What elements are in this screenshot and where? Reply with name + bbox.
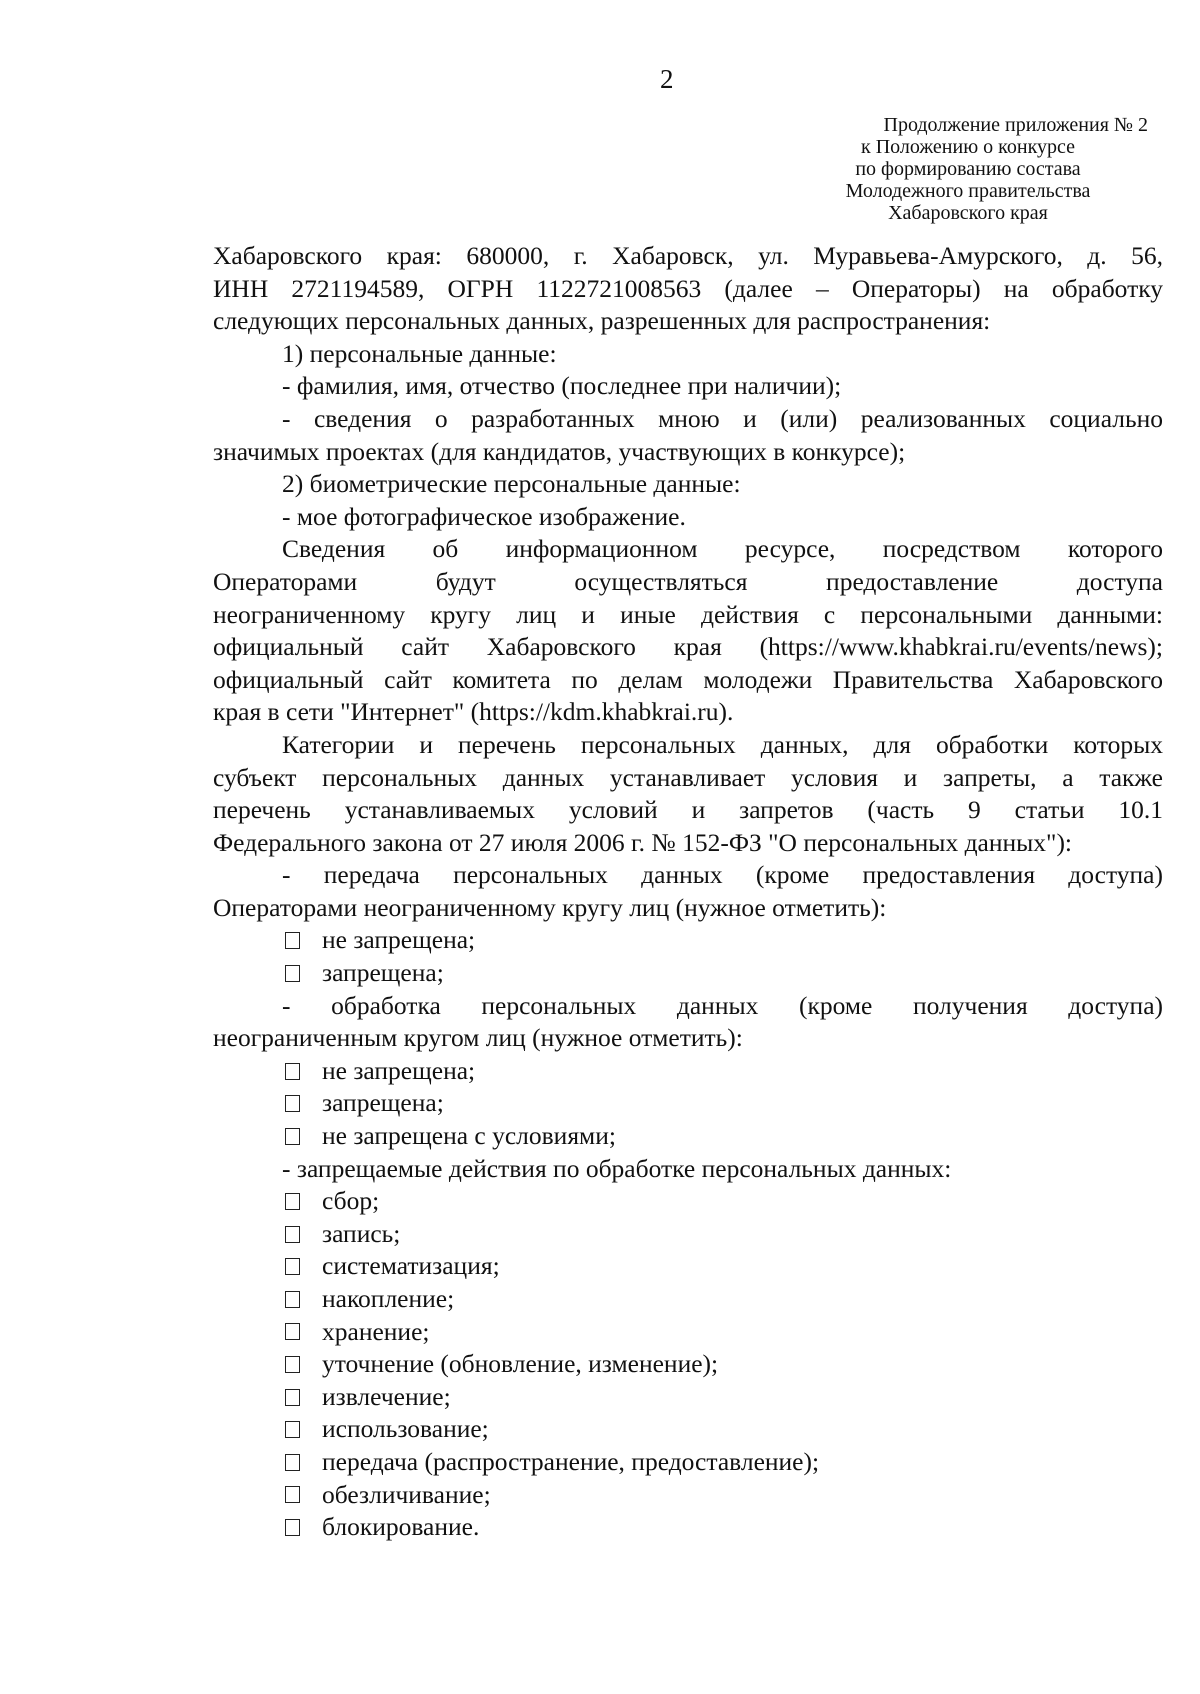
text-line: края в сети "Интернет" (https://kdm.khabkrai.ru). <box>213 697 734 727</box>
page-number: 2 <box>660 64 674 94</box>
option-label: не запрещена; <box>322 1055 476 1085</box>
list-item: - мое фотографическое изображение. <box>282 501 686 531</box>
option-label: накопление; <box>322 1284 455 1313</box>
checkbox-option[interactable] <box>213 1446 1163 1479</box>
text-line: Сведения об информационном ресурсе, посредством которого <box>282 534 1163 564</box>
checkbox-icon[interactable] <box>285 932 300 949</box>
text-line: Категории и перечень персональных данных, для обработки которых <box>282 729 1163 759</box>
section-heading: - обработка персональных данных (кроме получения доступа) <box>282 990 1163 1020</box>
text-line: официальный сайт Хабаровского края (https://www.khabkrai.ru/events/news); <box>213 632 1163 662</box>
checkbox-icon[interactable] <box>285 1389 300 1406</box>
section-heading-continuation: Операторами неограниченному кругу лиц (нужное отметить): <box>213 892 887 922</box>
checkbox-option[interactable] <box>213 1348 1163 1381</box>
checkbox-icon[interactable] <box>285 1486 300 1503</box>
section-heading: - передача персональных данных (кроме предоставления доступа) <box>282 860 1163 890</box>
list-item-continuation: значимых проектах (для кандидатов, участвующих в конкурсе); <box>213 436 906 466</box>
option-label: систематизация; <box>322 1251 500 1281</box>
header-line: к Положению о конкурсе <box>861 136 1075 158</box>
checkbox-option[interactable] <box>213 1316 1163 1349</box>
text-line: официальный сайт комитета по делам молодежи Правительства Хабаровского <box>213 664 1163 694</box>
checkbox-icon[interactable] <box>285 1291 300 1308</box>
text-line: перечень устанавливаемых условий и запретов (часть 9 статьи 10.1 <box>213 795 1163 825</box>
option-label: использование; <box>322 1414 489 1444</box>
document-body <box>213 240 1163 1544</box>
appendix-header <box>788 114 1148 224</box>
option-label: сбор; <box>322 1186 380 1216</box>
checkbox-icon[interactable] <box>285 1454 300 1471</box>
text-line: Хабаровского края: 680000, г. Хабаровск, ул. Муравьева-Амурского, д. 56, <box>213 241 1163 270</box>
checkbox-icon[interactable] <box>285 1421 300 1438</box>
list-item: - фамилия, имя, отчество (последнее при наличии); <box>282 371 842 401</box>
checkbox-option[interactable] <box>213 1283 1163 1316</box>
text-line: Федерального закона от 27 июля 2006 г. № 152-ФЗ "О персональных данных"): <box>213 827 1073 857</box>
list-item: 2) биометрические персональные данные: <box>282 469 741 499</box>
checkbox-icon[interactable] <box>285 1519 300 1536</box>
option-label: передача (распространение, предоставление); <box>322 1446 820 1476</box>
checkbox-option[interactable] <box>213 1413 1163 1446</box>
checkbox-icon[interactable] <box>285 1193 300 1210</box>
checkbox-icon[interactable] <box>285 1356 300 1373</box>
list-item: - сведения о разработанных мною и (или) реализованных социально <box>282 403 1163 433</box>
checkbox-option[interactable] <box>213 1250 1163 1283</box>
option-label: не запрещена; <box>322 925 476 955</box>
text-line: следующих персональных данных, разрешенных для распространения: <box>213 306 991 336</box>
checkbox-option[interactable] <box>213 1218 1163 1251</box>
checkbox-option[interactable] <box>213 1120 1163 1153</box>
section-heading-continuation: неограниченным кругом лиц (нужное отметить): <box>213 1023 743 1053</box>
header-line: Хабаровского края <box>888 202 1048 224</box>
checkbox-option[interactable] <box>213 1511 1163 1544</box>
option-label: запись; <box>322 1218 401 1248</box>
header-line: по формированию состава <box>855 158 1081 180</box>
header-line: Молодежного правительства <box>845 180 1091 202</box>
list-item: 1) персональные данные: <box>282 338 557 368</box>
checkbox-icon[interactable] <box>285 1258 300 1275</box>
text-line: неограниченному кругу лиц и иные действия с персональными данными: <box>213 599 1163 629</box>
checkbox-option[interactable] <box>213 924 1163 957</box>
option-label: блокирование. <box>322 1512 480 1542</box>
checkbox-icon[interactable] <box>285 1128 300 1145</box>
checkbox-icon[interactable] <box>285 1226 300 1243</box>
checkbox-option[interactable] <box>213 1381 1163 1414</box>
text-line: субъект персональных данных устанавливает условия и запреты, а также <box>213 762 1163 792</box>
option-label: не запрещена с условиями; <box>322 1121 616 1151</box>
checkbox-option[interactable] <box>213 1185 1163 1218</box>
checkbox-option[interactable] <box>213 1087 1163 1120</box>
option-label: извлечение; <box>322 1381 451 1411</box>
checkbox-icon[interactable] <box>285 1323 300 1340</box>
text-line: Операторами будут осуществляться предоставление доступа <box>213 566 1163 596</box>
checkbox-icon[interactable] <box>285 1063 300 1080</box>
option-label: уточнение (обновление, изменение); <box>322 1349 719 1379</box>
checkbox-icon[interactable] <box>285 1095 300 1112</box>
option-label: запрещена; <box>322 1088 444 1118</box>
option-label: хранение; <box>322 1316 430 1346</box>
checkbox-icon[interactable] <box>285 965 300 982</box>
text-line: ИНН 2721194589, ОГРН 1122721008563 (далее – Операторы) на обработку <box>213 273 1163 303</box>
option-label: обезличивание; <box>322 1479 491 1509</box>
section-heading: - запрещаемые действия по обработке персональных данных: <box>282 1153 952 1183</box>
checkbox-option[interactable] <box>213 957 1163 990</box>
checkbox-option[interactable] <box>213 1055 1163 1088</box>
checkbox-option[interactable] <box>213 1479 1163 1512</box>
header-line: Продолжение приложения № 2 <box>883 114 1148 136</box>
option-label: запрещена; <box>322 958 444 988</box>
